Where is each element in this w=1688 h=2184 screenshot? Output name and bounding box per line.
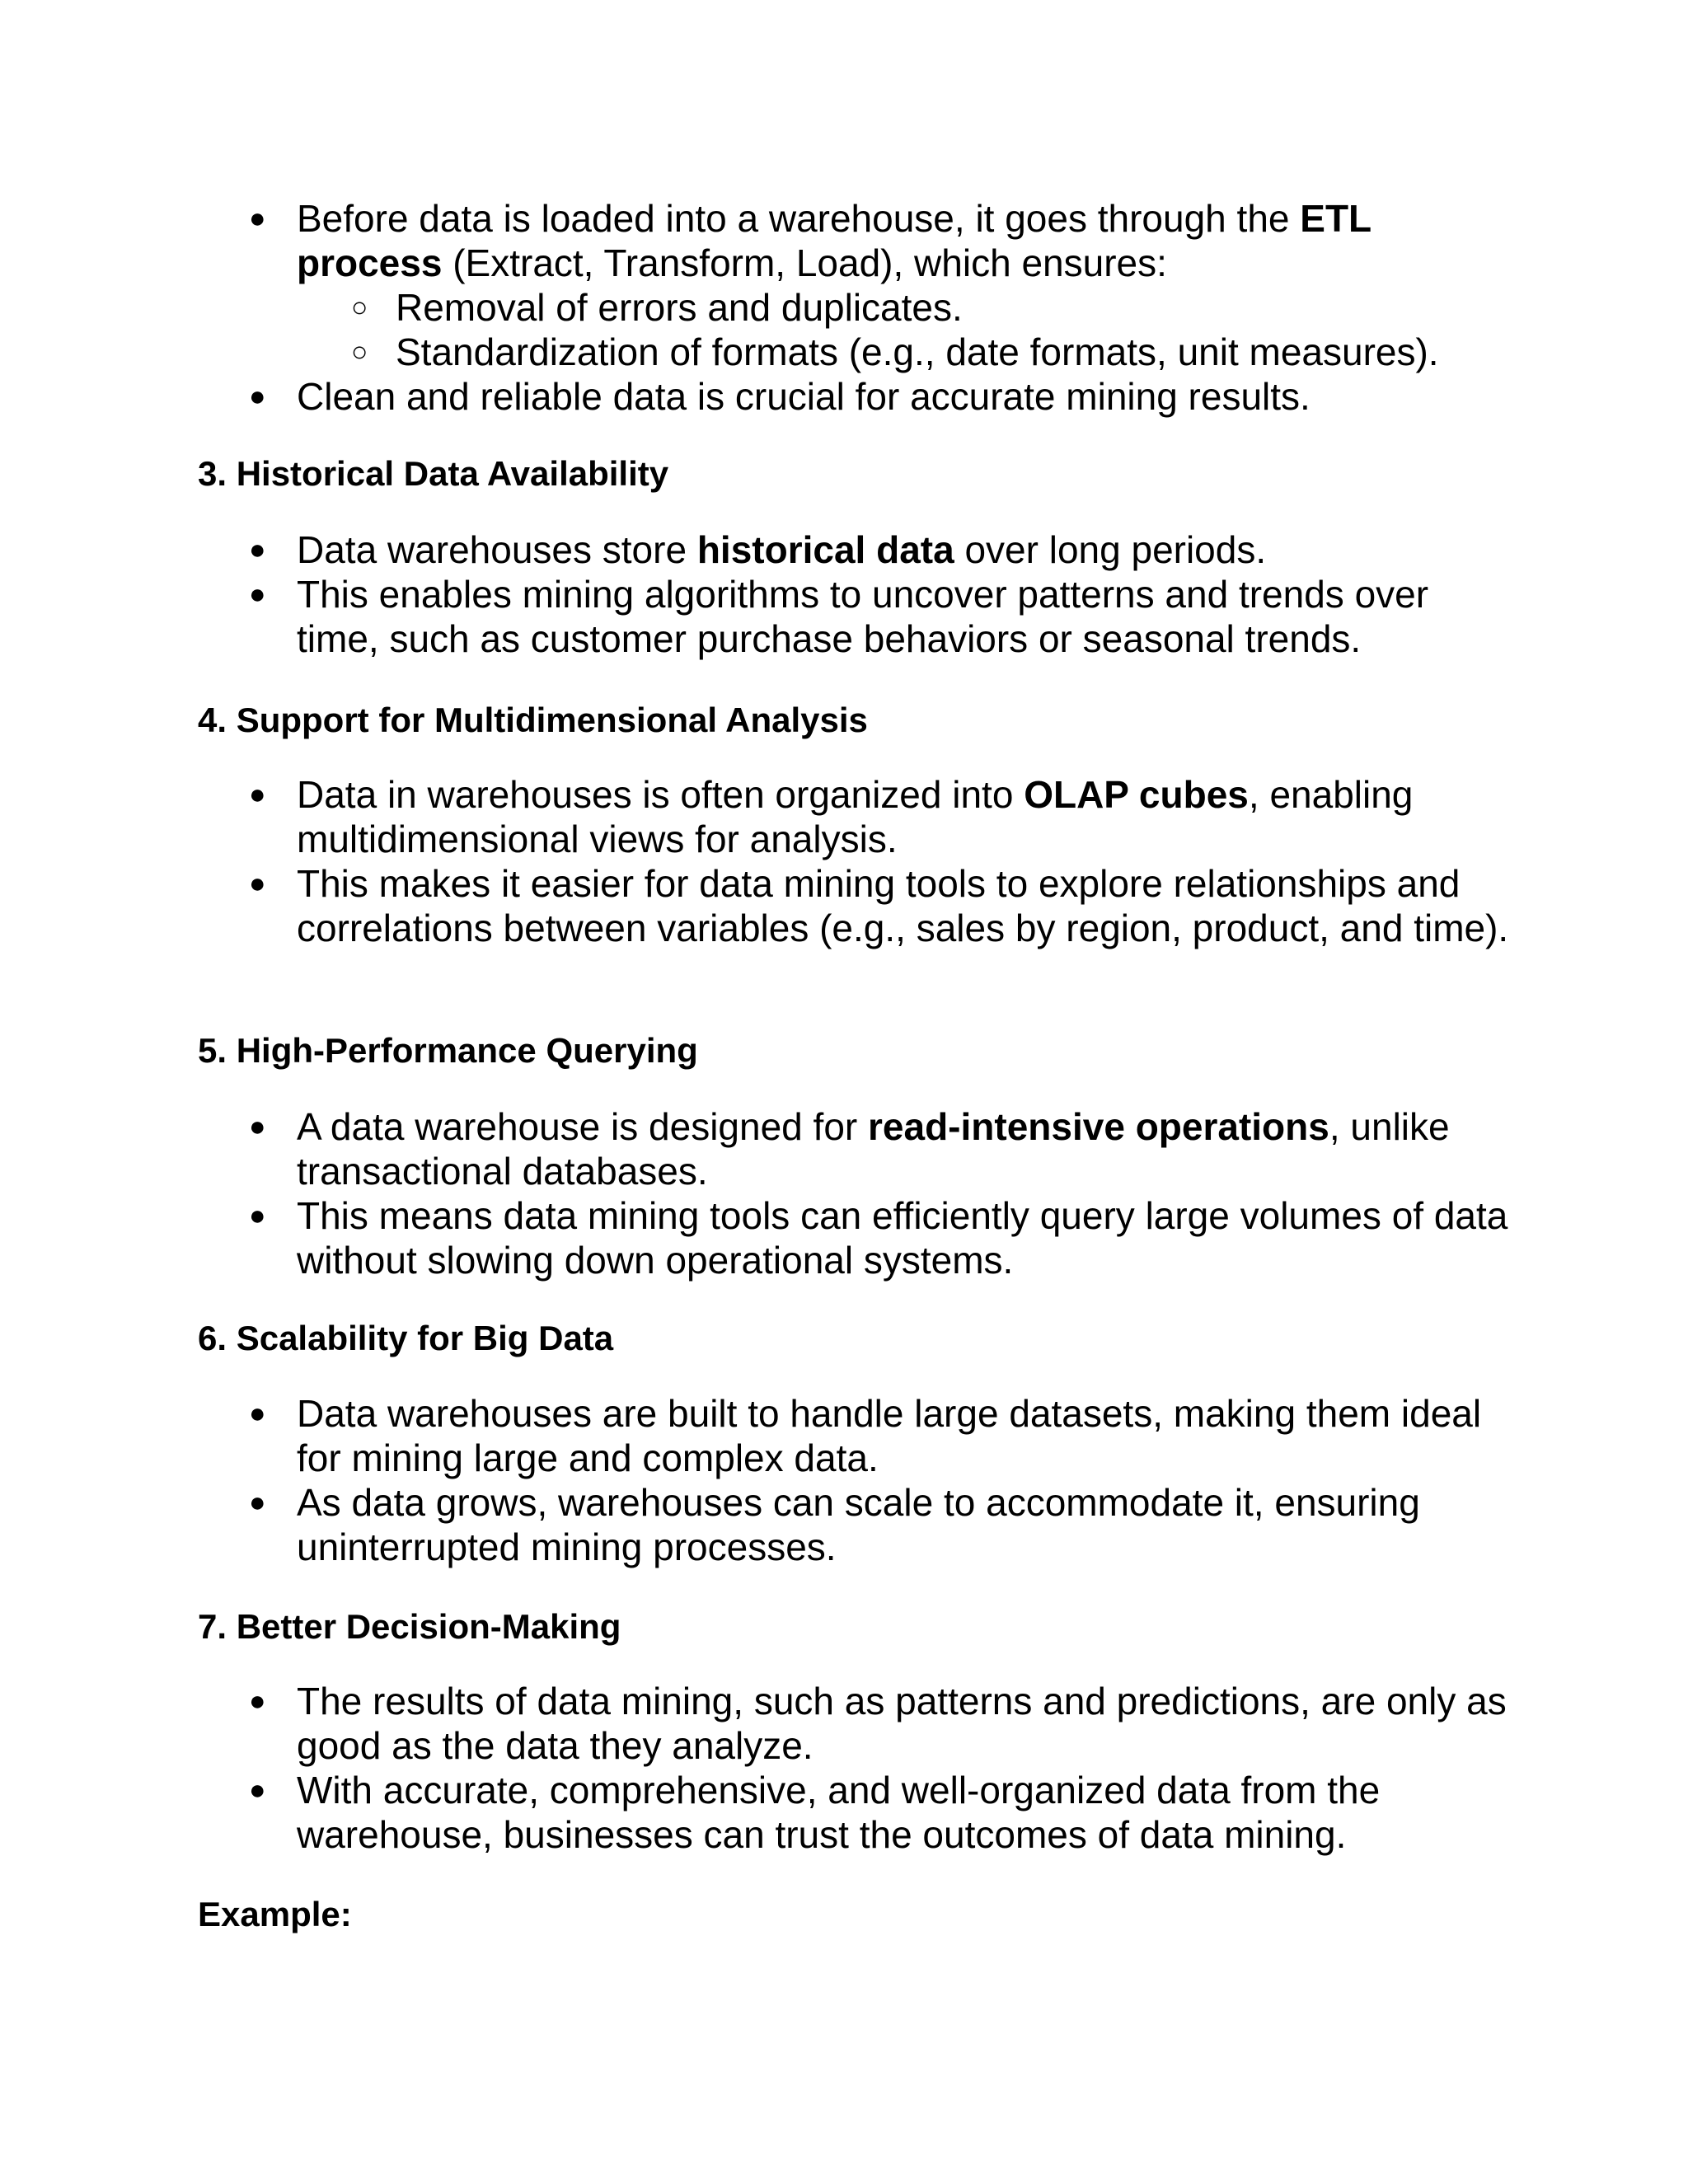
- section-heading: 7. Better Decision-Making: [198, 1607, 621, 1646]
- section-heading: 4. Support for Multidimensional Analysis: [198, 701, 868, 739]
- list-item-bold: read-intensive operations: [868, 1105, 1329, 1148]
- list-item: [198, 572, 1517, 661]
- list-item-text: With accurate, comprehensive, and well-organized data from the warehouse, businesses can trust the outcomes of data mining.: [297, 1769, 1381, 1856]
- list-item: [198, 1480, 1517, 1569]
- list-item: [198, 1193, 1517, 1282]
- list-item-text: This makes it easier for data mining tools to explore relationships and correlations between variables (e.g., sales by region, product, and time).: [297, 862, 1509, 949]
- list-item: [198, 1768, 1517, 1857]
- list-item-text: Before data is loaded into a warehouse, it goes through the: [297, 197, 1301, 240]
- bullet-icon: ●: [249, 1774, 266, 1806]
- list-item-text: Data in warehouses is often organized into: [297, 773, 1025, 816]
- list-item-text: over long periods.: [954, 528, 1267, 571]
- section-list: [198, 1391, 1517, 1569]
- sub-list-item: [198, 330, 1517, 374]
- list-item-text: Clean and reliable data is crucial for accurate mining results.: [297, 375, 1311, 418]
- section-heading: 5. High-Performance Querying: [198, 1031, 698, 1070]
- bullet-icon: ●: [249, 1685, 266, 1717]
- list-item-text: (Extract, Transform, Load), which ensures:: [442, 241, 1167, 284]
- section-heading: 3. Historical Data Availability: [198, 454, 669, 493]
- list-item-text: , unlike transactional databases.: [297, 1105, 1450, 1193]
- list-item: [198, 1679, 1517, 1768]
- list-item: [198, 196, 1517, 285]
- bullet-icon: ●: [249, 779, 266, 810]
- list-item-bold: ETL process: [297, 197, 1372, 284]
- list-item: [198, 527, 1517, 572]
- sub-bullet-icon: ○: [351, 292, 368, 323]
- list-item-text: The results of data mining, such as patterns and predictions, are only as good as the data they analyze.: [297, 1680, 1507, 1767]
- bullet-icon: ●: [249, 1200, 266, 1231]
- list-item-bold: historical data: [696, 528, 954, 571]
- bullet-icon: ●: [249, 534, 266, 565]
- example-heading: Example:: [198, 1895, 352, 1933]
- list-item-text: This enables mining algorithms to uncover patterns and trends over time, such as customer purchase behaviors or seasonal trends.: [297, 573, 1429, 660]
- list-item: [198, 861, 1517, 950]
- list-item-text: This means data mining tools can efficiently query large volumes of data without slowing down operational systems.: [297, 1194, 1508, 1282]
- list-item-text: Data warehouses store: [297, 528, 697, 571]
- bullet-icon: ●: [249, 1487, 266, 1518]
- sub-list-item-text: Removal of errors and duplicates.: [396, 286, 963, 329]
- section-list: [198, 527, 1517, 661]
- list-item: [198, 1391, 1517, 1480]
- bullet-icon: ●: [249, 203, 266, 234]
- sub-list-item: [198, 285, 1517, 330]
- list-item: [198, 1104, 1517, 1193]
- intro-list: [198, 196, 1517, 419]
- list-item-text: A data warehouse is designed for: [297, 1105, 869, 1148]
- list-item-text: , enabling multidimensional views for analysis.: [297, 773, 1414, 860]
- bullet-icon: ●: [249, 1398, 266, 1429]
- bullet-icon: ●: [249, 381, 266, 412]
- bullet-icon: ●: [249, 579, 266, 610]
- bullet-icon: ●: [249, 868, 266, 899]
- list-item: [198, 374, 1517, 419]
- section-list: [198, 1679, 1517, 1857]
- list-item-text: Data warehouses are built to handle large datasets, making them ideal for mining large and complex data.: [297, 1392, 1482, 1479]
- list-item-bold: OLAP cubes: [1024, 773, 1249, 816]
- section-heading: 6. Scalability for Big Data: [198, 1319, 614, 1357]
- sub-list-item-text: Standardization of formats (e.g., date formats, unit measures).: [396, 330, 1439, 373]
- list-item: [198, 772, 1517, 861]
- bullet-icon: ●: [249, 1111, 266, 1142]
- sub-bullet-icon: ○: [351, 336, 368, 368]
- section-list: [198, 772, 1517, 950]
- list-item-text: As data grows, warehouses can scale to accommodate it, ensuring uninterrupted mining processes.: [297, 1481, 1420, 1568]
- section-list: [198, 1104, 1517, 1282]
